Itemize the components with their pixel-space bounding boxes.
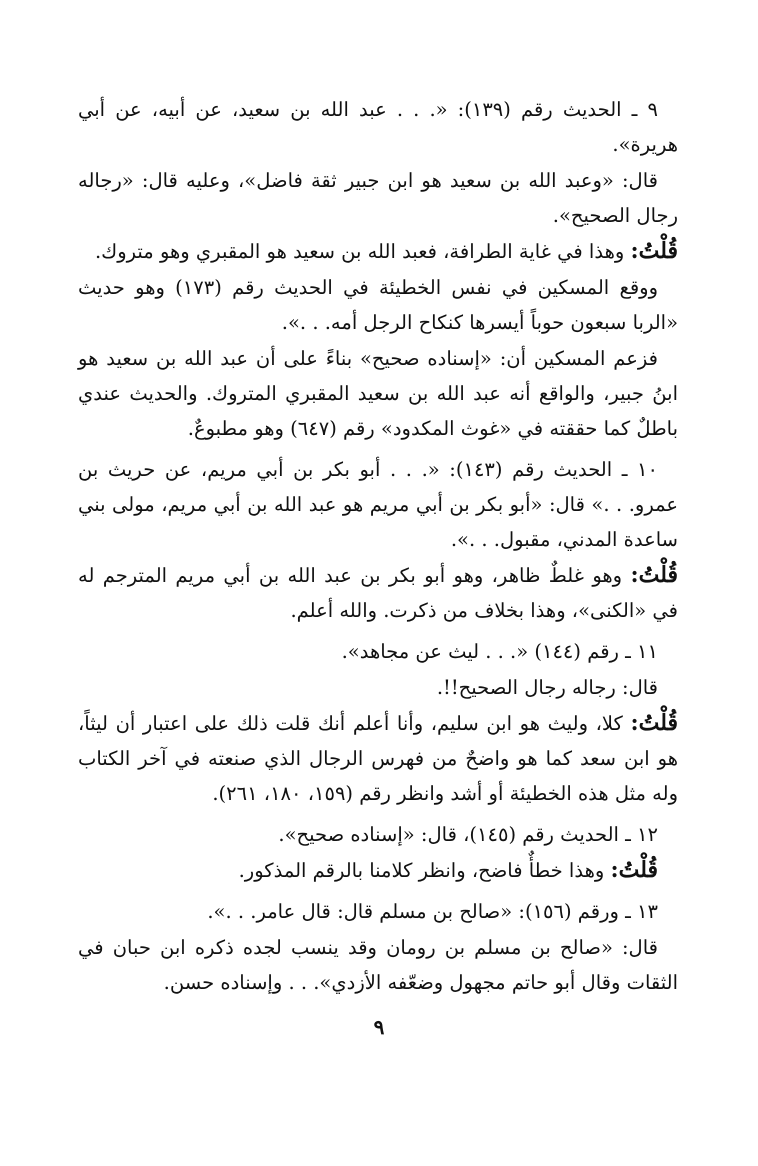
page-number: ٩ — [373, 1015, 385, 1039]
page-body — [78, 92, 678, 1001]
commentary-paragraph: قال: رجاله رجال الصحيح!!. — [436, 676, 658, 699]
qult-paragraph: قُلْتُ: وهذا في غاية الطرافة، فعبد الله بن سعيد هو المقبري وهو متروك. — [94, 238, 678, 264]
qult-label: قُلْتُ: — [630, 238, 678, 264]
hadith-entry-11: ١١ ـ رقم (١٤٤) «. . . ليث عن مجاهد». — [341, 640, 658, 663]
commentary-paragraph: فزعم المسكين أن: «إسناده صحيح» بناءً على أن عبد الله بن سعيد هو ابنُ جبير، والواقع أنه عبد الله بن سعيد المقبري المتروك. والحديث عندي باطلٌ كما حققته في «غوث المكدود» رقم (٦٤٧) وهو مطبوعٌ. — [78, 347, 678, 440]
qult-paragraph: قُلْتُ: وهو غلطٌ ظاهر، وهو أبو بكر بن عبد الله بن أبي مريم المترجم له في «الكنى»، وهذا بخلاف من ذكرت. والله أعلم. — [78, 562, 678, 622]
qult-label: قُلْتُ: — [630, 710, 678, 736]
qult-paragraph: قُلْتُ: وهذا خطأٌ فاضح، وانظر كلامنا بالرقم المذكور. — [238, 857, 658, 883]
hadith-entry-10: ١٠ ـ الحديث رقم (١٤٣): «. . . أبو بكر بن أبي مريم، عن حريث بن عمرو. . .» قال: «أبو بكر بن أبي مريم هو عبد الله بن أبي مريم، مولى بني ساعدة المدني، مقبول. . .». — [78, 458, 678, 551]
commentary-paragraph: ووقع المسكين في نفس الخطيئة في الحديث رقم (١٧٣) وهو حديث «الربا سبعون حوباً أيسرها كنكاح الرجل أمه. . .». — [78, 276, 678, 334]
commentary-paragraph: قال: «وعبد الله بن سعيد هو ابن جبير ثقة فاضل»، وعليه قال: «رجاله رجال الصحيح». — [78, 169, 678, 227]
commentary-paragraph: قال: «صالح بن مسلم بن رومان وقد ينسب لجده ذكره ابن حبان في الثقات وقال أبو حاتم مجهول وضعّفه الأزدي». . . وإسناده حسن. — [78, 936, 678, 994]
qult-label: قُلْتُ: — [630, 562, 678, 588]
hadith-entry-9: ٩ ـ الحديث رقم (١٣٩): «. . . عبد الله بن سعيد، عن أبيه، عن أبي هريرة». — [78, 98, 678, 156]
hadith-entry-12: ١٢ ـ الحديث رقم (١٤٥)، قال: «إسناده صحيح». — [278, 823, 658, 846]
qult-label: قُلْتُ: — [610, 857, 658, 883]
qult-paragraph: قُلْتُ: كلا، وليث هو ابن سليم، وأنا أعلم أنك قلت ذلك على اعتبار أن ليثاً، هو ابن سعد كما هو واضحٌ من فهرس الرجال الذي صنعته في آخر الكتاب وله مثل هذه الخطيئة أو أشد وانظر رقم (١٥٩، ١٨٠، ٢٦١). — [78, 710, 678, 805]
hadith-entry-13: ١٣ ـ ورقم (١٥٦): «صالح بن مسلم قال: قال عامر. . .». — [207, 900, 658, 923]
